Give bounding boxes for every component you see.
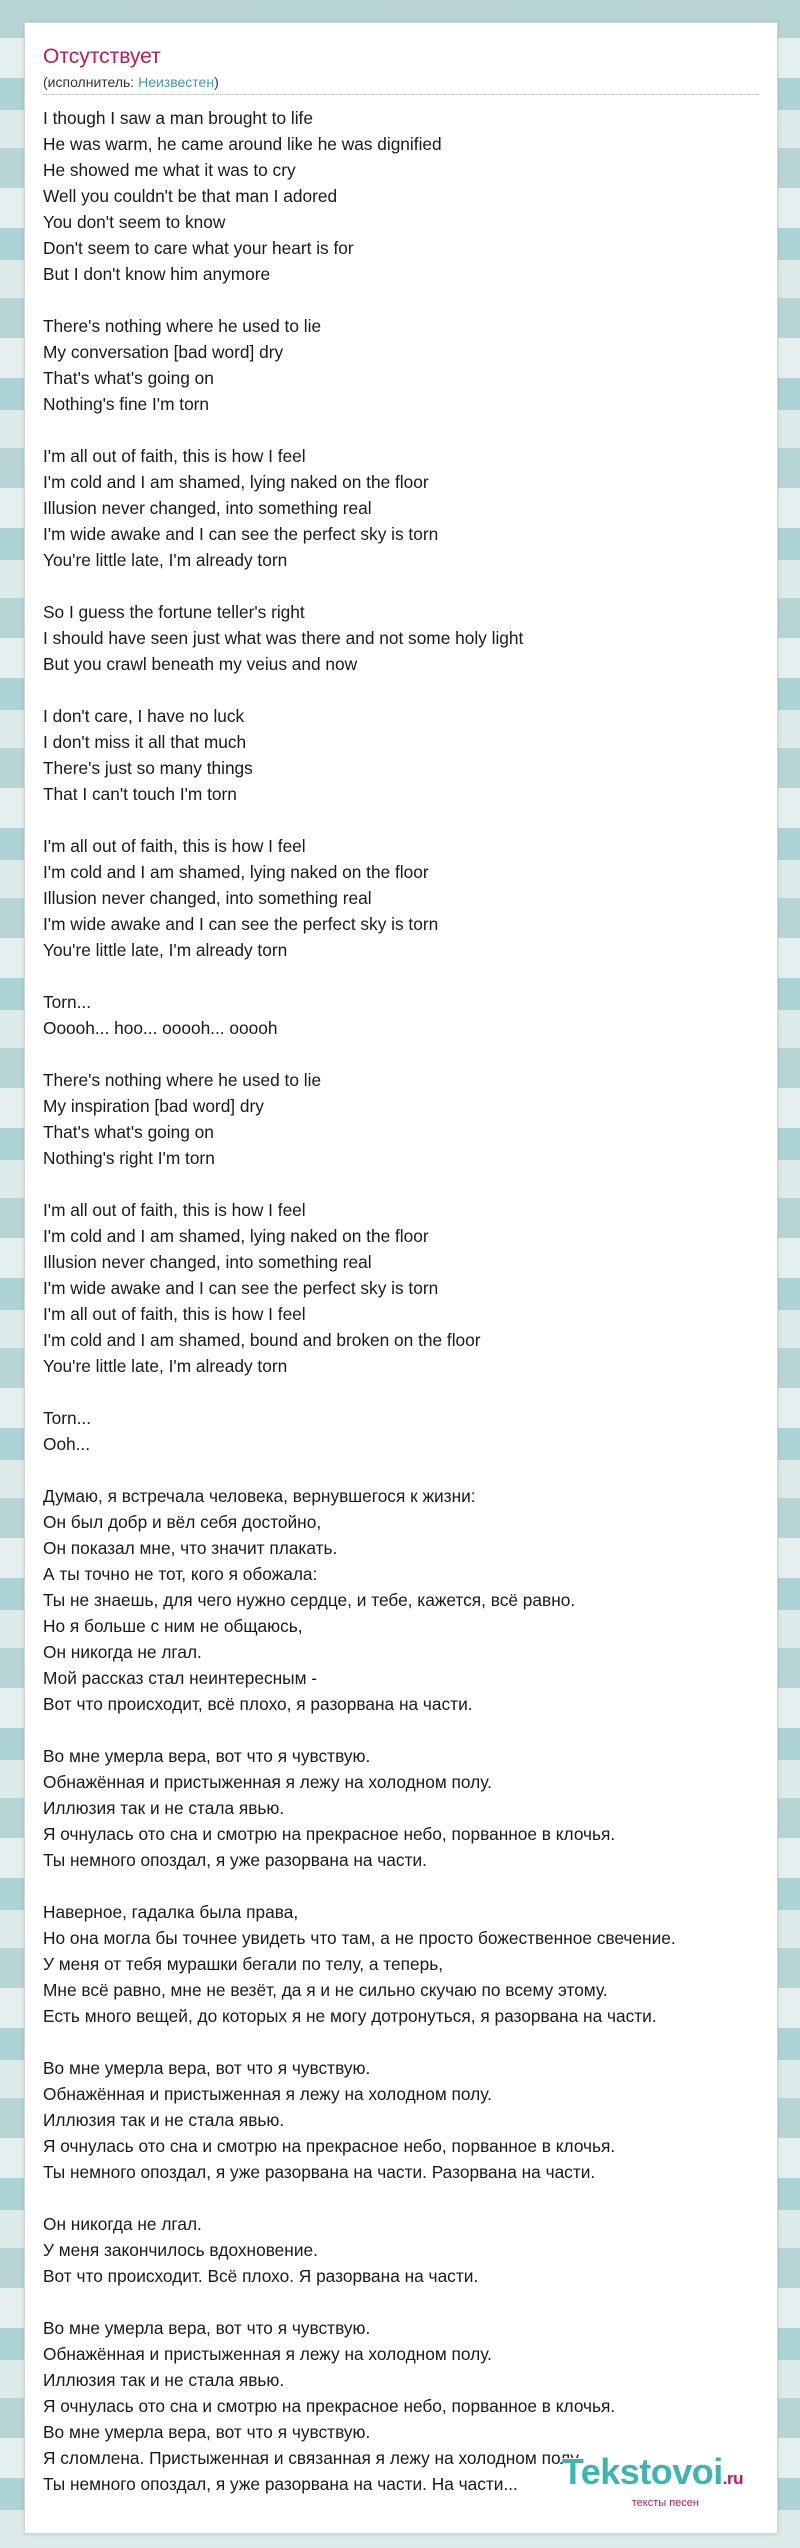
lyric-line: У меня закончилось вдохновение. [43, 2240, 318, 2260]
lyrics-stanza [43, 105, 773, 287]
lyric-line: I'm wide awake and I can see the perfect sky is torn [43, 524, 439, 544]
lyric-line: Well you couldn't be that man I adored [43, 186, 338, 206]
header-divider [43, 94, 759, 95]
lyric-line: But you crawl beneath my veius and now [43, 654, 358, 674]
lyric-line: Во мне умерла вера, вот что я чувствую. [43, 2058, 371, 2078]
lyric-line: А ты точно не тот, кого я обожала: [43, 1564, 318, 1584]
artist-prefix: (исполнитель: [43, 74, 139, 90]
lyrics-stanza [43, 1067, 773, 1171]
lyrics-stanza [43, 313, 773, 417]
lyric-line: Но я больше с ним не общаюсь, [43, 1616, 303, 1636]
lyric-line: I'm all out of faith, this is how I feel [43, 1200, 306, 1220]
lyric-line: Illusion never changed, into something real [43, 1252, 372, 1272]
lyric-line: Torn... [43, 1408, 92, 1428]
lyric-line: That I can't touch I'm torn [43, 784, 237, 804]
lyric-line: Во мне умерла вера, вот что я чувствую. [43, 2422, 371, 2442]
site-logo[interactable] [561, 2451, 743, 2509]
lyric-line: Я очнулась ото сна и смотрю на прекрасное небо, порванное в клочья. [43, 1824, 616, 1844]
lyric-line: I don't care, I have no luck [43, 706, 245, 726]
lyric-line: Но она могла бы точнее увидеть что там, а не просто божественное свечение. [43, 1928, 676, 1948]
lyric-line: Nothing's fine I'm torn [43, 394, 210, 414]
lyric-line: I should have seen just what was there and not some holy light [43, 628, 524, 648]
lyric-line: Во мне умерла вера, вот что я чувствую. [43, 1746, 371, 1766]
lyric-line: I'm wide awake and I can see the perfect sky is torn [43, 914, 439, 934]
lyric-line: Ты немного опоздал, я уже разорвана на части. [43, 1850, 427, 1870]
lyric-line: Вот что происходит. Всё плохо. Я разорвана на части. [43, 2266, 479, 2286]
lyric-line: Обнажённая и пристыженная я лежу на холодном полу. [43, 1772, 492, 1792]
lyrics-text [43, 105, 773, 2523]
lyric-line: That's what's going on [43, 368, 214, 388]
lyric-line: There's nothing where he used to lie [43, 316, 322, 336]
lyric-line: У меня от тебя мурашки бегали по телу, а теперь, [43, 1954, 443, 1974]
lyric-line: Он показал мне, что значит плакать. [43, 1538, 338, 1558]
lyric-line: I don't miss it all that much [43, 732, 247, 752]
lyric-line: Иллюзия так и не стала явью. [43, 2110, 285, 2130]
lyric-line: Обнажённая и пристыженная я лежу на холодном полу. [43, 2344, 492, 2364]
lyric-line: There's nothing where he used to lie [43, 1070, 322, 1090]
artist-suffix: ) [214, 74, 219, 90]
lyric-line: He was warm, he came around like he was dignified [43, 134, 442, 154]
lyric-line: There's just so many things [43, 758, 253, 778]
lyric-line: But I don't know him anymore [43, 264, 271, 284]
lyric-line: I'm all out of faith, this is how I feel [43, 446, 306, 466]
lyric-line: Он был добр и вёл себя достойно, [43, 1512, 322, 1532]
lyrics-stanza [43, 989, 773, 1041]
lyric-line: Во мне умерла вера, вот что я чувствую. [43, 2318, 371, 2338]
logo-wordmark [561, 2451, 743, 2497]
lyric-line: Don't seem to care what your heart is for [43, 238, 354, 258]
lyric-line: I'm cold and I am shamed, lying naked on the floor [43, 1226, 429, 1246]
lyric-line: Обнажённая и пристыженная я лежу на холодном полу. [43, 2084, 492, 2104]
lyric-line: Я очнулась ото сна и смотрю на прекрасное небо, порванное в клочья. [43, 2396, 616, 2416]
lyric-line: I'm wide awake and I can see the perfect sky is torn [43, 1278, 439, 1298]
lyric-line: Nothing's right I'm torn [43, 1148, 215, 1168]
artist-meta [43, 73, 219, 91]
lyric-line: Illusion never changed, into something real [43, 498, 372, 518]
lyrics-stanza [43, 443, 773, 573]
lyric-line: Ooh... [43, 1434, 91, 1454]
lyric-line: Ты немного опоздал, я уже разорвана на части. Разорвана на части. [43, 2162, 596, 2182]
lyric-line: Вот что происходит, всё плохо, я разорвана на части. [43, 1694, 473, 1714]
lyric-line: Я очнулась ото сна и смотрю на прекрасное небо, порванное в клочья. [43, 2136, 616, 2156]
lyric-line: Illusion never changed, into something real [43, 888, 372, 908]
lyrics-page [24, 22, 778, 2534]
lyrics-stanza [43, 1743, 773, 1873]
lyric-line: You're little late, I'm already torn [43, 1356, 288, 1376]
lyric-line: Иллюзия так и не стала явью. [43, 2370, 285, 2390]
lyrics-stanza [43, 1899, 773, 2029]
song-title: Отсутствует [43, 45, 161, 68]
lyric-line: Я сломлена. Пристыженная и связанная я лежу на холодном полу. [43, 2448, 582, 2468]
lyric-line: Ты не знаешь, для чего нужно сердце, и тебе, кажется, всё равно. [43, 1590, 576, 1610]
lyric-line: You're little late, I'm already torn [43, 940, 288, 960]
lyric-line: My inspiration [bad word] dry [43, 1096, 264, 1116]
lyric-line: Иллюзия так и не стала явью. [43, 1798, 285, 1818]
lyrics-stanza [43, 703, 773, 807]
lyrics-stanza [43, 1483, 773, 1717]
lyric-line: He showed me what it was to cry [43, 160, 296, 180]
lyric-line: I'm all out of faith, this is how I feel [43, 836, 306, 856]
lyrics-stanza [43, 599, 773, 677]
lyric-line: I'm cold and I am shamed, lying naked on the floor [43, 472, 429, 492]
lyric-line: So I guess the fortune teller's right [43, 602, 305, 622]
lyrics-stanza [43, 1197, 773, 1379]
lyric-line: I'm cold and I am shamed, bound and broken on the floor [43, 1330, 481, 1350]
lyric-line: I'm cold and I am shamed, lying naked on the floor [43, 862, 429, 882]
lyrics-stanza [43, 1405, 773, 1457]
lyric-line: Он никогда не лгал. [43, 2214, 202, 2234]
lyric-line: Наверное, гадалка была права, [43, 1902, 299, 1922]
lyric-line: My conversation [bad word] dry [43, 342, 284, 362]
lyric-line: Мне всё равно, мне не везёт, да я и не сильно скучаю по всему этому. [43, 1980, 608, 2000]
lyric-line: Ты немного опоздал, я уже разорвана на части. На части... [43, 2474, 518, 2494]
lyric-line: I though I saw a man brought to life [43, 108, 313, 128]
lyric-line: You don't seem to know [43, 212, 226, 232]
lyric-line: Ooooh... hoo... ooooh... ooooh [43, 1018, 278, 1038]
logo-tld: .ru [722, 2469, 743, 2488]
lyrics-stanza [43, 833, 773, 963]
lyric-line: You're little late, I'm already torn [43, 550, 288, 570]
lyric-line: Torn... [43, 992, 92, 1012]
lyric-line: Мой рассказ стал неинтересным - [43, 1668, 318, 1688]
lyric-line: Он никогда не лгал. [43, 1642, 202, 1662]
artist-link[interactable]: Неизвестен [138, 74, 215, 90]
lyric-line: Думаю, я встречала человека, вернувшегося к жизни: [43, 1486, 476, 1506]
lyric-line: I'm all out of faith, this is how I feel [43, 1304, 306, 1324]
lyrics-stanza [43, 2211, 773, 2289]
lyrics-stanza [43, 2055, 773, 2185]
logo-name: Tekstovoi [561, 2451, 723, 2492]
lyric-line: That's what's going on [43, 1122, 214, 1142]
logo-tagline: тексты песен [631, 2497, 699, 2509]
lyric-line: Есть много вещей, до которых я не могу дотронуться, я разорвана на части. [43, 2006, 657, 2026]
